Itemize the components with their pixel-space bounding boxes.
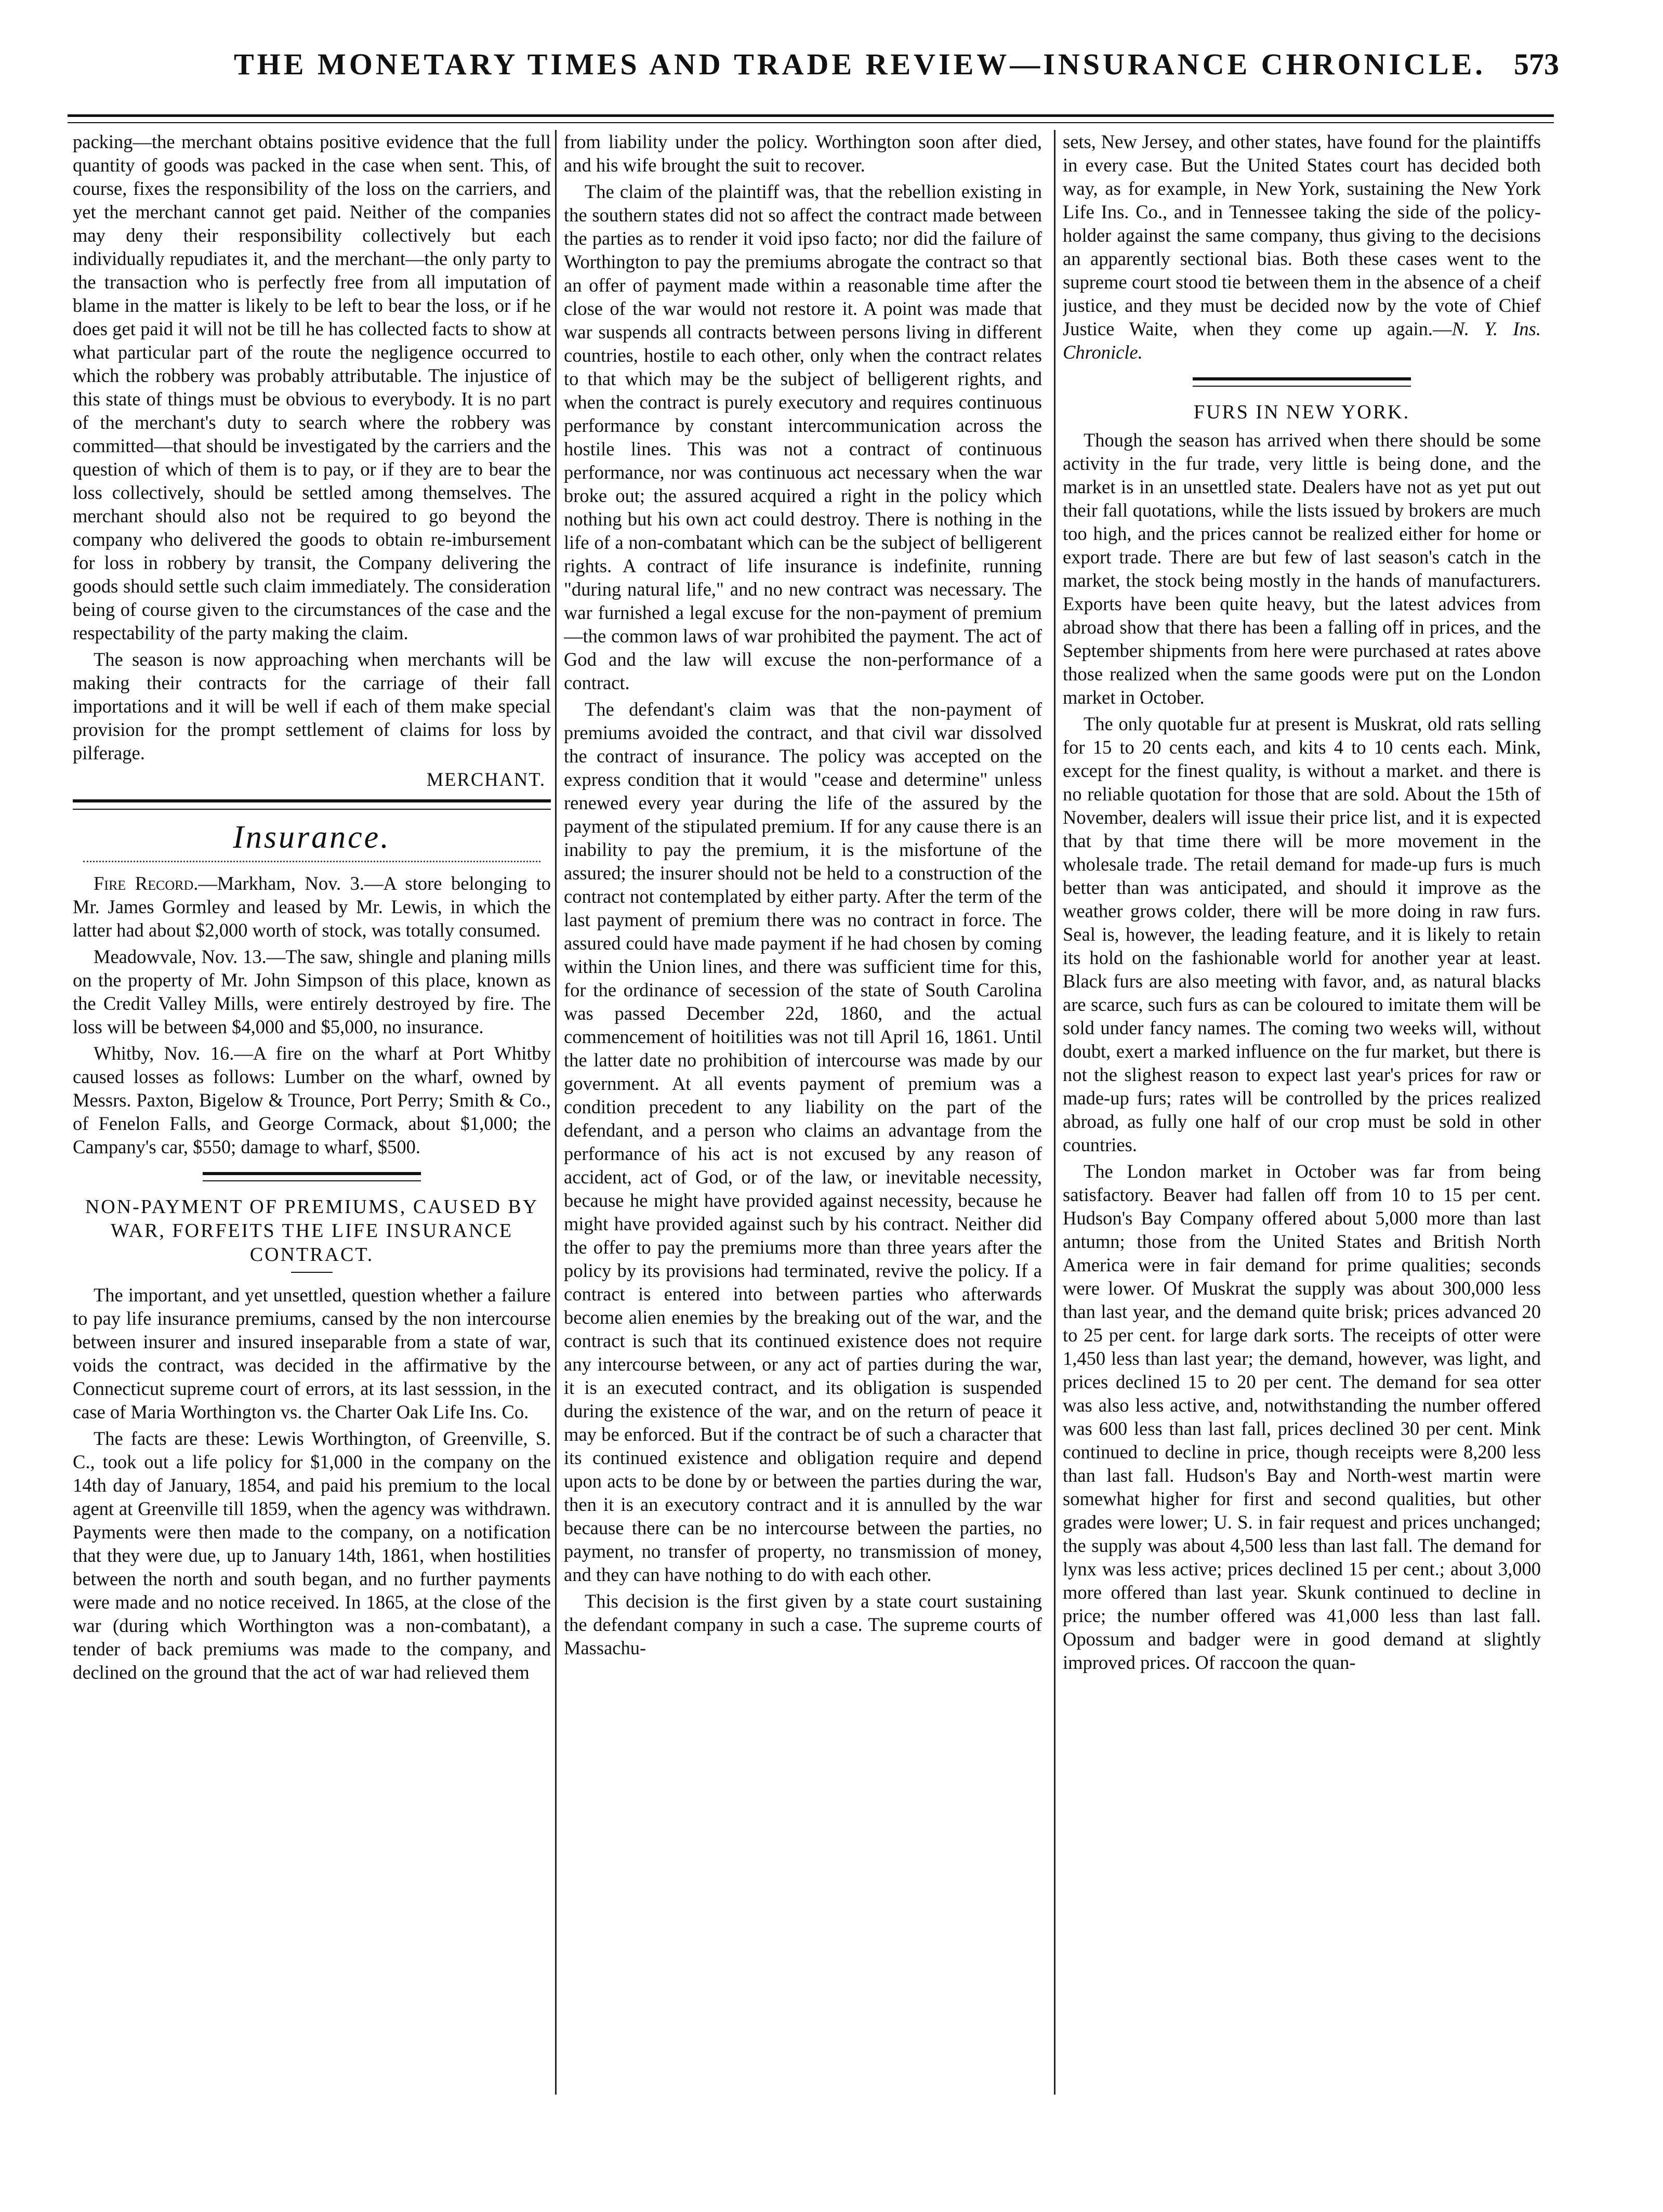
article-title: FURS IN NEW YORK. bbox=[1193, 401, 1410, 423]
fire-record-label: Fire Record. bbox=[94, 873, 199, 894]
column-3 bbox=[1063, 130, 1541, 2095]
fire-record-item: Whitby, Nov. 16.—A fire on the wharf at Port Whitby caused losses as follows: Lumber on the wharf, owned by Messrs. Paxton, Bigelow & Trounce, Port Perry; Smith & Co., of Fenelon Falls, and George Cormack, about $1,000; the Campany's car, $550; damage to wharf, $500. bbox=[73, 1043, 551, 1157]
masthead-title: THE MONETARY TIMES AND TRADE REVIEW—INSURANCE CHRONICLE. bbox=[234, 47, 1486, 81]
ornamental-rule bbox=[83, 861, 540, 862]
fire-record-item: Meadowvale, Nov. 13.—The saw, shingle and planing mills on the property of Mr. John Simpson of this place, known as the Credit Valley Mills, were entirely destroyed by fire. The loss will be between $4,000 and $5,000, no insurance. bbox=[73, 946, 551, 1037]
column-divider bbox=[555, 130, 557, 2095]
paragraph: packing—the merchant obtains positive evidence that the full quantity of goods was packed in the case when sent. This, of course, fixes the responsibility of the loss on the carriers, and yet the merchant cannot get paid. Neither of the companies may deny their responsibility collectively but each individually repudiates it, and the merchant—the only party to the transaction who is perfectly free from all imputation of blame in the matter is likely to be left to bear the loss, or if he does get paid it will not be till he has collected facts to show at what particular part of the route the negligence occurred to which the robbery was probably attributable. The injustice of this state of things must be obvious to everybody. It is no part of the merchant's duty to search where the robbery was committed—that should be investigated by the carriers and the question of which of them is to pay, or if they are to bear the loss collectively, should be settled among themselves. The merchant should also not be required to go beyond the company who delivered the goods to obtain re-imbursement for loss in robbery by transit, the Company delivering the goods should settle such claim immediately. The consideration being of course given to the circumstances of the case and the respectability of the party making the claim. bbox=[73, 131, 551, 643]
fire-record-item bbox=[73, 872, 551, 942]
paragraph: from liability under the policy. Worthington soon after died, and his wife brought the suit to recover. bbox=[564, 131, 1042, 176]
page-header bbox=[62, 36, 1559, 99]
column-1 bbox=[73, 130, 551, 2095]
section-title: Insurance. bbox=[233, 820, 391, 855]
paragraph: The important, and yet unsettled, question whether a failure to pay life insurance premiums, cansed by the non intercourse between insurer and insured inseparable from a state of war, voids the contract, was decided in the affirmative by the Connecticut supreme court of errors, at its last sesssion, in the case of Maria Worthington vs. the Charter Oak Life Ins. Co. bbox=[73, 1284, 551, 1423]
header-rule bbox=[68, 114, 1554, 123]
column-2 bbox=[564, 130, 1042, 2095]
source-credit: N. Y. Ins. Chronicle. bbox=[1063, 318, 1541, 363]
section-rule bbox=[73, 799, 551, 810]
article-rule bbox=[1193, 377, 1411, 387]
paragraph: The only quotable fur at present is Muskrat, old rats selling for 15 to 20 cents each, and kits 4 to 10 cents each. Mink, except for the finest quality, is without a market. and there is no reliable quotation for those that are sold. About the 15th of November, dealers will issue their price list, and it is expected that by that time there will be more movement in the wholesale trade. The retail demand for made-up furs is much better than was anticipated, and should it improve as the weather grows colder, there will be more doing in raw furs. Seal is, however, the leading feature, and it is likely to retain its hold on the fashionable world for another year at least. Black furs are also meeting with favor, and, as natural blacks are scarce, such furs as can be coloured to imitate them will be sold under fancy names. The coming two weeks will, without doubt, exert a marked influence on the fur market, but there is not the slighest reason to expect last year's prices for raw or made-up furs; rates will be controlled by the prices realized abroad, as fully one half of our crop must be sold in other countries. bbox=[1063, 713, 1541, 1155]
column-divider bbox=[1054, 130, 1055, 2095]
paragraph: This decision is the first given by a state court sustaining the defendant company in such a case. The supreme courts of Massachu- bbox=[564, 1590, 1042, 1658]
paragraph-text: sets, New Jersey, and other states, have found for the plaintiffs in every case. But the United States court has decided both way, as for example, in New York, sustaining the New York Life Ins. Co., and in Tennessee taking the side of the policy-holder against the same company, thus giving to the decisions an apparently sectional bias. Both these cases went to the supreme court stood tie between them in the absence of a cheif justice, and they must be decided now by the vote of Chief Justice Waite, when they come up again.— bbox=[1063, 131, 1541, 339]
article-title: NON-PAYMENT OF PREMIUMS, CAUSED BY WAR, FORFEITS THE LIFE INSURANCE CONTRACT. bbox=[85, 1196, 539, 1266]
paragraph: The claim of the plaintiff was, that the rebellion existing in the southern states did not so affect the contract made between the parties as to render it void ipso facto; nor did the failure of Worthington to pay the premiums abrogate the contract so that an offer of payment made within a reasonable time after the close of the war would not restore it. A point was made that war suspends all contracts between persons living in different countries, hostile to each other, only when the contract relates to that which may be the subject of belligerent rights, and when the contract is purely executory and requires continuous performance by constant intercommunication across the hostile lines. This was not a contract of continuous performance, nor was continuous act necessary when the war broke out; the assured acquired a right in the policy which nothing but his own act could destroy. There is nothing in the life of a non-combatant which can be the subject of belligerent rights. A contract of life insurance is indefinite, running "during natural life," and no new contract was necessary. The war furnished a legal excuse for the non-payment of premium—the common laws of war prohibited the payment. The act of God and the law will excuse the non-performance of a contract. bbox=[564, 181, 1042, 693]
paragraph bbox=[1063, 130, 1541, 364]
paragraph: Though the season has arrived when there should be some activity in the fur trade, very little is being done, and the market is in an unsettled state. Dealers have not as yet put out their fall quotations, while the lists issued by brokers are much too high, and the prices cannot be realized either for home or export trade. There are but few of last season's catch in the market, the stock being mostly in the hands of manufacturers. Exports have been quite heavy, but the latest advices from abroad show that there has been a falling off in prices, and the September shipments from here were purchased at rates above those realized when the same goods were put on the London market in October. bbox=[1063, 429, 1541, 708]
paragraph: The defendant's claim was that the non-payment of premiums avoided the contract, and that civil war dissolved the contract of insurance. The policy was accepted on the express condition that it would "cease and determine" unless renewed every year during the life of the assured by the payment of the stipulated premium. If for any cause there is an inability to pay the premium, it is the misfortune of the assured; the insurer should not be held to a construction of the contract not contemplated by either party. After the term of the last payment of premium there was no contract in force. The assured could have made payment if he had chosen by coming within the Union lines, and there was sufficient time for this, for the ordinance of secession of the state of South Carolina was passed December 22d, 1860, and the actual commencement of hoitilities was not till April 16, 1861. Until the latter date no prohibition of intercourse was made by our government. At all events payment of premium was a condition precedent to any liability on the part of the defendant, and a person who claims an advantage from the performance of his act is not excused by any reason of accident, act of God, or of the law, or inevitable necessity, because he might have provided against necessity, because he might have provided against such by his contract. Neither did the offer to pay the premiums more than three years after the policy by its provisions had terminated, revive the policy. If a contract is entered into between parties who afterwards become alien enemies by the breaking out of the war, and the contract is such that its continued existence does not require any intercourse between, or any act of parties during the war, it is an executed contract, and its obligation is suspended during the existence of the war, and on the return of peace it may be enforced. But if the contract be of such a character that its continued existence and obligation require and depend upon acts to be done by or between the parties during the war, then it is an executory contract and it is annulled by the war because there can be no intercourse between the parties, no payment, no transfer of property, no transmission of money, and they can have nothing to do with each other. bbox=[564, 699, 1042, 1585]
paragraph: The London market in October was far from being satisfactory. Beaver had fallen off from 10 to 15 per cent. Hudson's Bay Company offered about 5,000 more than last antumn; those from the United States and British North America were in fair demand for prime qualities; seconds were lower. Of Muskrat the supply was about 300,000 less than last year, and the demand quite brisk; prices advanced 20 to 25 per cent. for large dark sorts. The receipts of otter were 1,450 less than last year; the demand, however, was light, and prices declined 15 to 20 per cent. The demand for sea otter was also less active, and, notwithstanding the number offered was 600 less than last fall, prices declined 30 per cent. Mink continued to decline in price, though receipts were 8,200 less than last fall. Hudson's Bay and North-west martin were somewhat higher for first and second qualities, but other grades were lower; U. S. in fair request and prices unchanged; the supply was about 4,500 less than last fall. The demand for lynx was less active; prices declined 15 per cent.; about 3,000 more offered than last year. Skunk continued to decline in price; the number offered was 41,000 less than last fall. Opossum and badger were in good demand at slightly improved prices. Of raccoon the quan- bbox=[1063, 1161, 1541, 1673]
article-rule bbox=[203, 1172, 421, 1181]
title-rule bbox=[291, 1272, 333, 1273]
fire-record-text: —Markham, Nov. 3.—A store belonging to Mr. James Gormley and leased by Mr. Lewis, in which the latter had about $2,000 worth of stock, was totally consumed. bbox=[73, 873, 551, 941]
page-number: 573 bbox=[1514, 47, 1559, 81]
letter-signature: MERCHANT. bbox=[426, 769, 546, 790]
paragraph: The season is now approaching when merchants will be making their contracts for the carriage of their fall importations and it will be well if each of them make special provision for the prompt settlement of claims for loss by pilferage. bbox=[73, 649, 551, 763]
paragraph: The facts are these: Lewis Worthington, of Greenville, S. C., took out a life policy for $1,000 in the company on the 14th day of January, 1854, and paid his premium to the local agent at Greenville till 1859, when the agency was withdrawn. Payments were then made to the company, on a notification that they were due, up to January 14th, 1861, when hostilities between the north and south began, and no further payments were made and no notice received. In 1865, at the close of the war (during which Worthington was a non-combatant), a tender of back premiums was made to the company, and declined on the ground that the act of war had relieved them bbox=[73, 1428, 551, 1683]
